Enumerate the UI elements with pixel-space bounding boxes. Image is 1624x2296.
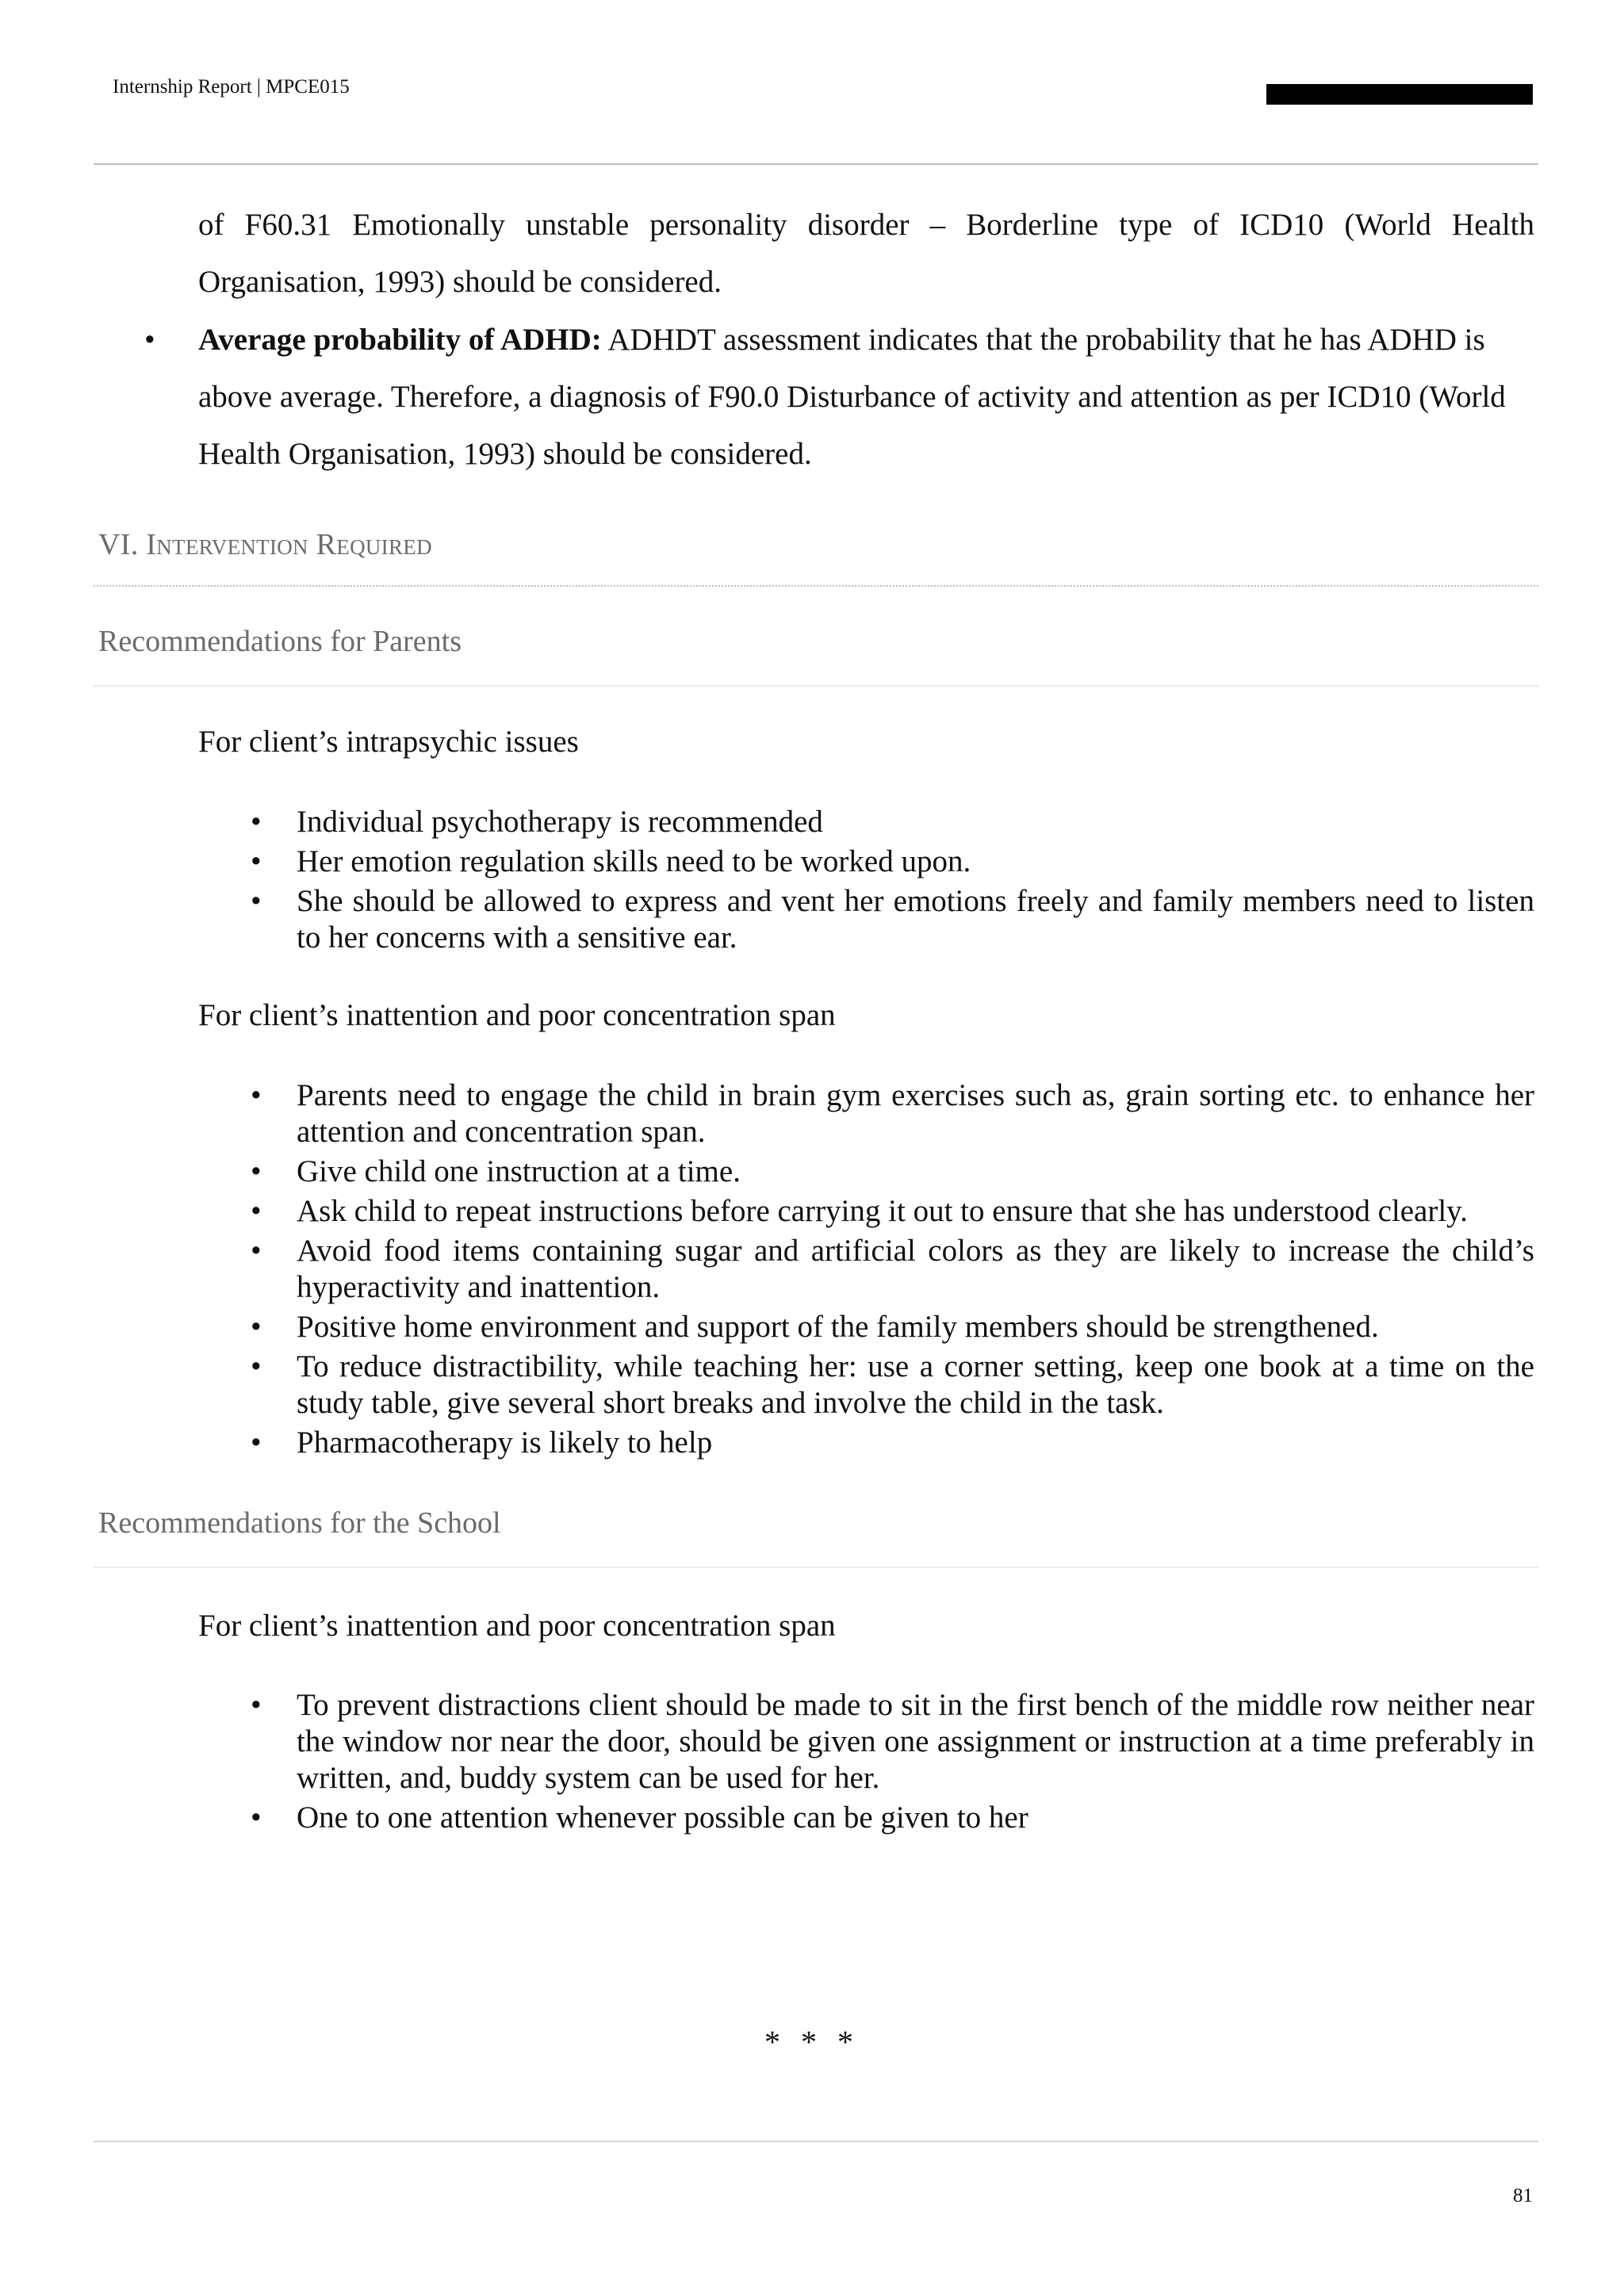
section-heading: VI. Intervention Required bbox=[98, 528, 432, 561]
parents-inattention-list bbox=[198, 1077, 1534, 1464]
intrapsychic-lead: For client’s intrapsychic issues bbox=[198, 725, 579, 759]
bullet-icon: • bbox=[251, 1310, 262, 1344]
list-item: • Give child one instruction at a time. bbox=[251, 1154, 741, 1188]
school-inattention-lead: For client’s inattention and poor concentration span bbox=[198, 1609, 836, 1643]
bullet-icon: • bbox=[251, 1194, 262, 1228]
parents-inattention-lead: For client’s inattention and poor concentration span bbox=[198, 998, 836, 1032]
school-heading: Recommendations for the School bbox=[98, 1506, 501, 1540]
list-item: • Pharmacotherapy is likely to help bbox=[251, 1425, 713, 1460]
bullet-icon: • bbox=[251, 884, 262, 918]
header-rule bbox=[94, 163, 1538, 165]
bullet-icon: • bbox=[251, 1688, 262, 1722]
intrapsychic-list bbox=[198, 804, 1534, 959]
report-header-title: Internship Report | MPCE015 bbox=[113, 76, 350, 98]
bullet-icon: • bbox=[251, 844, 262, 878]
list-item: • Her emotion regulation skills need to be worked upon. bbox=[251, 844, 971, 878]
list-item: • Individual psychotherapy is recommended bbox=[251, 805, 823, 839]
bullet-icon: • bbox=[251, 1078, 262, 1112]
adhd-bullet-title: Average probability of ADHD: bbox=[198, 323, 602, 357]
parents-heading: Recommendations for Parents bbox=[98, 625, 462, 658]
bullet-icon: • bbox=[144, 323, 155, 357]
continued-line-1: of F60.31 Emotionally unstable personality disorder – Borderline type of ICD10 (World Health bbox=[198, 208, 1534, 242]
list-item: • One to one attention whenever possible can be given to her bbox=[251, 1800, 1028, 1835]
school-list bbox=[198, 1687, 1534, 1839]
redacted-bar bbox=[1266, 84, 1533, 105]
continued-line-2: Organisation, 1993) should be considered. bbox=[198, 265, 722, 299]
bullet-icon: • bbox=[251, 1425, 262, 1460]
section-end-separator: * * * bbox=[764, 2024, 860, 2060]
continued-paragraph bbox=[198, 197, 1534, 311]
page-number: 81 bbox=[1513, 2185, 1533, 2206]
footer-rule bbox=[94, 2141, 1538, 2142]
adhd-bullet-text: ADHDT assessment indicates that the probability that he has ADHD is above average. Therefore, a diagnosis of F90.0 Disturbance of activity and attention as per ICD10 (World Health Organisation, 1993) should be considered. bbox=[198, 323, 1506, 471]
bullet-icon: • bbox=[251, 1154, 262, 1188]
section-rule bbox=[94, 585, 1538, 587]
bullet-icon: • bbox=[251, 1800, 262, 1835]
list-item: • She should be allowed to express and vent her emotions freely and family members need to listen to her concerns with a sensitive ear. bbox=[251, 884, 1534, 955]
adhd-bullet bbox=[144, 312, 1534, 483]
list-item: • Positive home environment and support of the family members should be strengthened. bbox=[251, 1310, 1379, 1344]
list-item: • To prevent distractions client should be made to sit in the first bench of the middle row neither near the window nor near the door, should be given one assignment or instruction at a time preferably in written, and, buddy system can be used for her. bbox=[251, 1688, 1534, 1795]
school-heading-rule bbox=[94, 1567, 1538, 1568]
bullet-icon: • bbox=[251, 1349, 262, 1383]
bullet-icon: • bbox=[251, 1234, 262, 1268]
list-item: • Ask child to repeat instructions before carrying it out to ensure that she has understood clearly. bbox=[251, 1194, 1468, 1228]
bullet-icon: • bbox=[251, 805, 262, 839]
list-item: • Parents need to engage the child in brain gym exercises such as, grain sorting etc. to enhance her attention and concentration span. bbox=[251, 1078, 1534, 1149]
parents-heading-rule bbox=[94, 685, 1538, 687]
list-item: • To reduce distractibility, while teaching her: use a corner setting, keep one book at a time on the study table, give several short breaks and involve the child in the task. bbox=[251, 1349, 1534, 1420]
list-item: • Avoid food items containing sugar and artificial colors as they are likely to increase the child’s hyperactivity and inattention. bbox=[251, 1234, 1534, 1304]
